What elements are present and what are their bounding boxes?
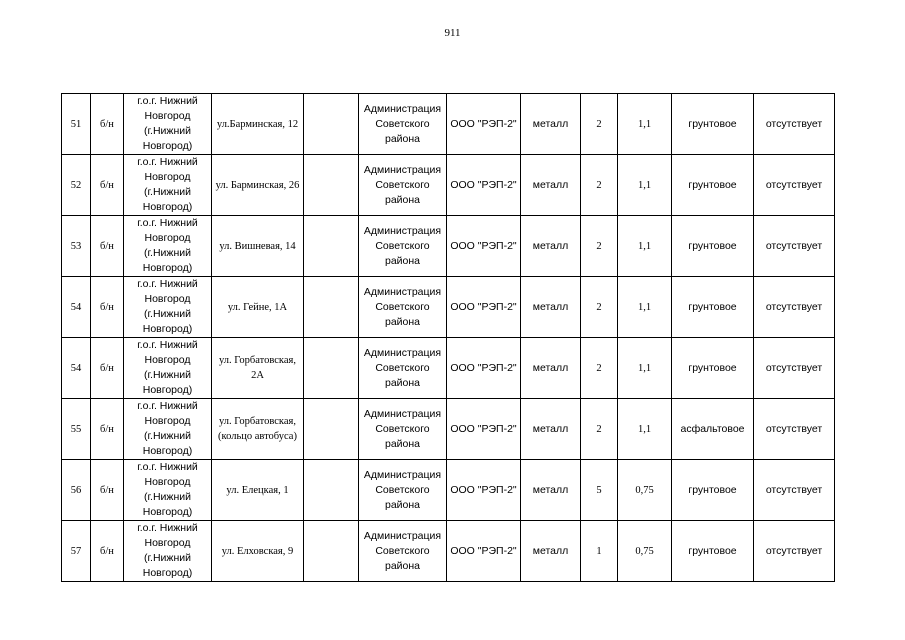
cell-operator: ООО "РЭП-2" <box>447 277 521 338</box>
cell-operator: ООО "РЭП-2" <box>447 216 521 277</box>
cell-material: металл <box>521 155 581 216</box>
cell-operator: ООО "РЭП-2" <box>447 155 521 216</box>
cell-address: ул. Барминская, 26 <box>212 155 304 216</box>
cell-container-count: 2 <box>581 216 618 277</box>
cell-address: ул. Елховская, 9 <box>212 521 304 582</box>
cell-municipality: г.о.г. Нижний Новгород (г.Нижний Новгород) <box>124 521 212 582</box>
cell-address: ул. Горбатовская, (кольцо автобуса) <box>212 399 304 460</box>
cell-owner: Администрация Советского района <box>359 216 447 277</box>
cell-fence: отсутствует <box>754 521 835 582</box>
cell-container-count: 1 <box>581 521 618 582</box>
cell-address: ул. Елецкая, 1 <box>212 460 304 521</box>
cell-fence: отсутствует <box>754 399 835 460</box>
cell-blank <box>304 460 359 521</box>
cell-municipality: г.о.г. Нижний Новгород (г.Нижний Новгород) <box>124 155 212 216</box>
cell-fence: отсутствует <box>754 216 835 277</box>
cell-fence: отсутствует <box>754 460 835 521</box>
cell-blank <box>304 94 359 155</box>
cell-site-number: б/н <box>91 399 124 460</box>
cell-operator: ООО "РЭП-2" <box>447 94 521 155</box>
cell-operator: ООО "РЭП-2" <box>447 338 521 399</box>
cell-fence: отсутствует <box>754 338 835 399</box>
cell-operator: ООО "РЭП-2" <box>447 460 521 521</box>
cell-site-number: б/н <box>91 277 124 338</box>
cell-address: ул.Барминская, 12 <box>212 94 304 155</box>
cell-site-number: б/н <box>91 460 124 521</box>
cell-surface: грунтовое <box>672 277 754 338</box>
cell-site-number: б/н <box>91 155 124 216</box>
cell-container-count: 2 <box>581 399 618 460</box>
cell-container-count: 2 <box>581 155 618 216</box>
table-row <box>62 216 835 277</box>
cell-address: ул. Гейне, 1А <box>212 277 304 338</box>
cell-material: металл <box>521 399 581 460</box>
cell-municipality: г.о.г. Нижний Новгород (г.Нижний Новгород) <box>124 94 212 155</box>
cell-owner: Администрация Советского района <box>359 399 447 460</box>
cell-site-number: б/н <box>91 521 124 582</box>
cell-container-volume: 1,1 <box>618 277 672 338</box>
table-row <box>62 277 835 338</box>
table-row <box>62 399 835 460</box>
cell-container-count: 2 <box>581 94 618 155</box>
cell-row-number: 56 <box>62 460 91 521</box>
cell-site-number: б/н <box>91 94 124 155</box>
cell-row-number: 54 <box>62 338 91 399</box>
cell-surface: грунтовое <box>672 460 754 521</box>
cell-municipality: г.о.г. Нижний Новгород (г.Нижний Новгород) <box>124 216 212 277</box>
cell-material: металл <box>521 94 581 155</box>
cell-container-volume: 0,75 <box>618 521 672 582</box>
table-row <box>62 460 835 521</box>
cell-municipality: г.о.г. Нижний Новгород (г.Нижний Новгород) <box>124 399 212 460</box>
cell-surface: грунтовое <box>672 216 754 277</box>
cell-owner: Администрация Советского района <box>359 521 447 582</box>
cell-row-number: 55 <box>62 399 91 460</box>
cell-surface: грунтовое <box>672 521 754 582</box>
cell-material: металл <box>521 277 581 338</box>
cell-row-number: 53 <box>62 216 91 277</box>
cell-blank <box>304 338 359 399</box>
cell-surface: асфальтовое <box>672 399 754 460</box>
cell-owner: Администрация Советского района <box>359 460 447 521</box>
cell-container-volume: 1,1 <box>618 155 672 216</box>
cell-material: металл <box>521 338 581 399</box>
cell-owner: Администрация Советского района <box>359 94 447 155</box>
cell-operator: ООО "РЭП-2" <box>447 399 521 460</box>
cell-container-count: 2 <box>581 277 618 338</box>
cell-container-volume: 0,75 <box>618 460 672 521</box>
cell-material: металл <box>521 216 581 277</box>
cell-operator: ООО "РЭП-2" <box>447 521 521 582</box>
cell-municipality: г.о.г. Нижний Новгород (г.Нижний Новгород) <box>124 460 212 521</box>
cell-blank <box>304 216 359 277</box>
cell-fence: отсутствует <box>754 155 835 216</box>
table-row <box>62 338 835 399</box>
cell-container-volume: 1,1 <box>618 338 672 399</box>
cell-blank <box>304 399 359 460</box>
cell-material: металл <box>521 521 581 582</box>
cell-owner: Администрация Советского района <box>359 277 447 338</box>
cell-address: ул. Горбатовская, 2А <box>212 338 304 399</box>
cell-owner: Администрация Советского района <box>359 338 447 399</box>
cell-owner: Администрация Советского района <box>359 155 447 216</box>
cell-container-count: 5 <box>581 460 618 521</box>
cell-address: ул. Вишневая, 14 <box>212 216 304 277</box>
cell-site-number: б/н <box>91 338 124 399</box>
cell-blank <box>304 277 359 338</box>
cell-surface: грунтовое <box>672 94 754 155</box>
cell-row-number: 52 <box>62 155 91 216</box>
cell-row-number: 54 <box>62 277 91 338</box>
page-number: 911 <box>444 27 461 39</box>
cell-site-number: б/н <box>91 216 124 277</box>
cell-surface: грунтовое <box>672 155 754 216</box>
container-sites-table <box>61 93 835 582</box>
table-row <box>62 155 835 216</box>
cell-row-number: 57 <box>62 521 91 582</box>
cell-material: металл <box>521 460 581 521</box>
cell-container-volume: 1,1 <box>618 94 672 155</box>
cell-container-volume: 1,1 <box>618 399 672 460</box>
cell-blank <box>304 521 359 582</box>
table-row <box>62 521 835 582</box>
cell-surface: грунтовое <box>672 338 754 399</box>
cell-municipality: г.о.г. Нижний Новгород (г.Нижний Новгород) <box>124 277 212 338</box>
table-row <box>62 94 835 155</box>
cell-fence: отсутствует <box>754 94 835 155</box>
cell-blank <box>304 155 359 216</box>
cell-container-count: 2 <box>581 338 618 399</box>
cell-fence: отсутствует <box>754 277 835 338</box>
cell-municipality: г.о.г. Нижний Новгород (г.Нижний Новгород) <box>124 338 212 399</box>
cell-container-volume: 1,1 <box>618 216 672 277</box>
cell-row-number: 51 <box>62 94 91 155</box>
